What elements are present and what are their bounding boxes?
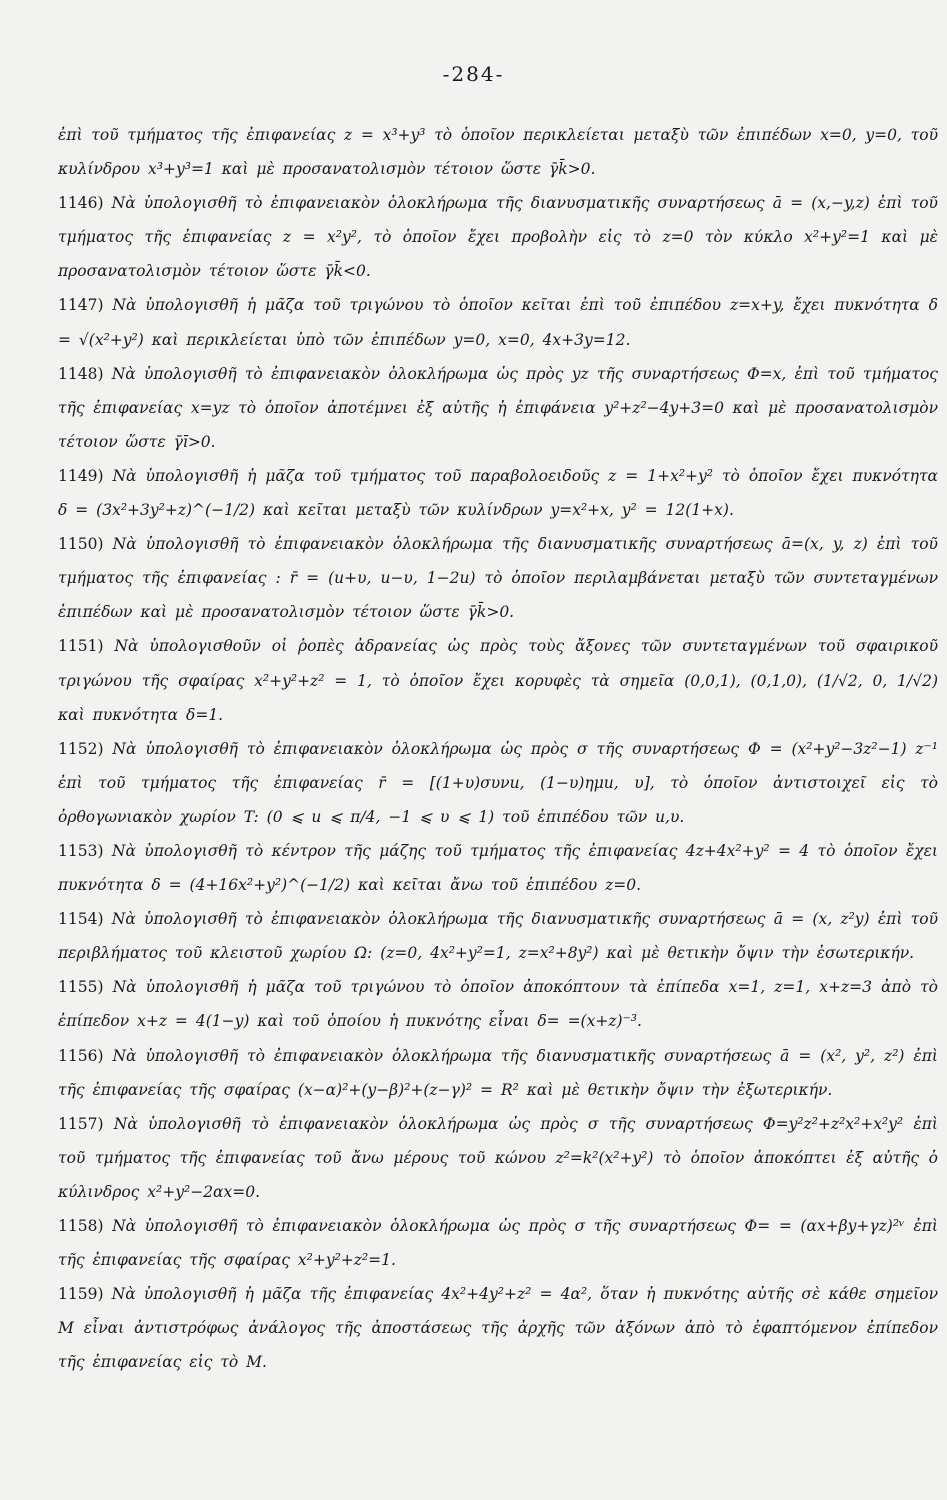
problem-text: Νὰ ὑπολογισθῆ τὸ ἐπιφανειακὸν ὁλοκλήρωμα τῆς διανυσματικῆς συναρτήσεως ā = (x², y², z²) ἐπὶ τῆς ἐπιφανείας τῆς σφαίρας (x−α)²+(y−β)²+(z−γ)² = R² καὶ μὲ θετικὴν ὄψιν τὴν ἐξωτερικήν. <box>58 1046 938 1099</box>
problem-text: Νὰ ὑπολογισθῆ ἡ μᾶζα τοῦ τμήματος τοῦ παραβολοειδοῦς z = 1+x²+y² τὸ ὁποῖον ἔχει πυκνότητα δ = (3x²+3y²+z)^(−1/2) καὶ κεῖται μεταξὺ τῶν κυλίνδρων y=x²+x, y² = 12(1+x). <box>58 466 938 520</box>
problem-continuation <box>58 118 938 186</box>
problem-1159 <box>58 1277 938 1379</box>
problem-number: 1158) <box>58 1217 104 1235</box>
problem-text: Νὰ ὑπολογισθῆ τὸ ἐπιφανειακὸν ὁλοκλήρωμα ὡς πρὸς yz τῆς συναρτήσεως Φ=x, ἐπὶ τοῦ τμήματος τῆς ἐπιφανείας x=yz τὸ ὁποῖον ἀποτέμνει ἐξ αὐτῆς ἡ ἐπιφάνεια y²+z²−4y+3=0 καὶ μὲ προσανατολισμὸν τέτοιον ὥστε γ̄ī>0. <box>58 364 938 451</box>
problem-number: 1154) <box>58 910 104 929</box>
problem-number: 1153) <box>58 841 104 860</box>
problem-text: Νὰ ὑπολογισθῆ ἡ μᾶζα τοῦ τριγώνου τὸ ὁποῖον κεῖται ἐπὶ τοῦ ἐπιπέδου z=x+y, ἔχει πυκνότητα δ = √(x²+y²) καὶ περικλείεται ὑπὸ τῶν ἐπιπέδων y=0, x=0, 4x+3y=12. <box>58 296 938 349</box>
problem-text: Νὰ ὑπολογισθῆ ἡ μᾶζα τοῦ τριγώνου τὸ ὁποῖον ἀποκόπτουν τὰ ἐπίπεδα x=1, z=1, x+z=3 ἀπὸ τὸ ἐπίπεδον x+z = 4(1−y) καὶ τοῦ ὁποίου ἡ πυκνότης εἶναι δ= =(x+z)⁻³. <box>58 978 938 1031</box>
problem-text: ἐπὶ τοῦ τμήματος τῆς ἐπιφανείας z = x³+y³ τὸ ὁποῖον περικλείεται μεταξὺ τῶν ἐπιπέδων x=0, y=0, τοῦ κυλίνδρου x³+y³=1 καὶ μὲ προσανατολισμὸν τέτοιον ὥστε γ̄k̄>0. <box>58 126 938 179</box>
problem-number: 1155) <box>58 978 104 997</box>
problem-text: Νὰ ὑπολογισθῆ τὸ κέντρον τῆς μάζης τοῦ τμήματος τῆς ἐπιφανείας 4z+4x²+y² = 4 τὸ ὁποῖον ἔχει πυκνότητα δ = (4+16x²+y²)^(−1/2) καὶ κεῖται ἄνω τοῦ ἐπιπέδου z=0. <box>58 841 938 895</box>
problem-1150 <box>58 527 938 629</box>
problem-text: Νὰ ὑπολογισθῆ τὸ ἐπιφανειακὸν ὁλοκλήρωμα ὡς πρὸς σ τῆς συναρτήσεως Φ = (x²+y²−3z²−1) z⁻¹ ἐπὶ τοῦ τμήματος τῆς ἐπιφανείας r̄ = [(1+υ)συνu, (1−υ)ημu, υ], τὸ ὁποῖον ἀντιστοιχεῖ εἰς τὸ ὀρθογωνιακὸν χωρίον T: (0 ⩽ u ⩽ π/4, −1 ⩽ υ ⩽ 1) τοῦ ἐπιπέδου τῶν u,υ. <box>58 739 938 826</box>
problem-1157 <box>58 1107 938 1209</box>
problem-number: 1148) <box>58 364 104 383</box>
problem-1153 <box>58 834 938 902</box>
problem-number: 1146) <box>58 194 104 213</box>
problem-text: Νὰ ὑπολογισθῆ ἡ μᾶζα τῆς ἐπιφανείας 4x²+4y²+z² = 4α², ὅταν ἡ πυκνότης αὐτῆς σὲ κάθε σημεῖον M εἶναι ἀντιστρόφως ἀνάλογος τῆς ἀποστάσεως τῆς ἀρχῆς τῶν ἀξόνων ἀπὸ τὸ ἐφαπτόμενον ἐπίπεδον τῆς ἐπιφανείας εἰς τὸ M. <box>58 1285 938 1372</box>
problem-text: Νὰ ὑπολογισθοῦν οἱ ῥοπὲς ἀδρανείας ὡς πρὸς τοὺς ἄξονες τῶν συντεταγμένων τοῦ σφαιρικοῦ τριγώνου τῆς σφαίρας x²+y²+z² = 1, τὸ ὁποῖον ἔχει κορυφὲς τὰ σημεῖα (0,0,1), (0,1,0), (1/√2, 0, 1/√2) καὶ πυκνότητα δ=1. <box>58 637 939 724</box>
problem-text: Νὰ ὑπολογισθῆ τὸ ἐπιφανειακὸν ὁλοκλήρωμα ὡς πρὸς σ τῆς συναρτήσεως Φ=y²z²+z²x²+x²y² ἐπὶ τοῦ τμήματος τῆς ἐπιφανείας τοῦ ἄνω μέρους τοῦ κώνου z²=k²(x²+y²) τὸ ὁποῖον ἀποκόπτει ἐξ αὐτῆς ὁ κύλινδρος x²+y²−2αx=0. <box>58 1114 938 1201</box>
problem-number: 1151) <box>58 637 104 656</box>
problem-number: 1159) <box>58 1285 104 1304</box>
problem-1155 <box>58 970 938 1038</box>
problem-1146 <box>58 186 938 288</box>
problem-1158 <box>58 1209 938 1277</box>
problem-number: 1150) <box>58 535 104 554</box>
problem-1151 <box>58 629 938 731</box>
problem-1156 <box>58 1039 938 1107</box>
problem-text: Νὰ ὑπολογισθῆ τὸ ἐπιφανειακὸν ὁλοκλήρωμα τῆς διανυσματικῆς συναρτήσεως ā = (x, z²y) ἐπὶ τοῦ περιβλήματος τοῦ κλειστοῦ χωρίου Ω: (z=0, 4x²+y²=1, z=x²+8y²) καὶ μὲ θετικὴν ὄψιν τὴν ἐσωτερικήν. <box>58 910 938 963</box>
problem-text: Νὰ ὑπολογισθῆ τὸ ἐπιφανειακὸν ὁλοκλήρωμα τῆς διανυσματικῆς συναρτήσεως ā = (x,−y,z) ἐπὶ τοῦ τμήματος τῆς ἐπιφανείας z = x²y², τὸ ὁποῖον ἔχει προβολὴν εἰς τὸ z=0 τὸν κύκλο x²+y²=1 καὶ μὲ προσανατολισμὸν τέτοιον ὥστε γ̄k̄<0. <box>58 194 938 281</box>
problem-list <box>58 118 938 1379</box>
problem-text: Νὰ ὑπολογισθῆ τὸ ἐπιφανειακὸν ὁλοκλήρωμα τῆς διανυσματικῆς συναρτήσεως ā=(x, y, z) ἐπὶ τοῦ τμήματος τῆς ἐπιφανείας : r̄ = (u+υ, u−υ, 1−2u) τὸ ὁποῖον περιλαμβάνεται μεταξὺ τῶν συντεταγμένων ἐπιπέδων καὶ μὲ προσανατολισμὸν τέτοιον ὥστε γ̄k̄>0. <box>58 535 938 622</box>
problem-number: 1157) <box>58 1114 104 1133</box>
problem-1147 <box>58 288 938 356</box>
problem-number: 1149) <box>58 466 104 485</box>
problem-1154 <box>58 902 938 970</box>
page-number: -284- <box>442 62 505 86</box>
problem-number: 1156) <box>58 1046 104 1065</box>
problem-number: 1152) <box>58 739 104 758</box>
problem-text: Νὰ ὑπολογισθῆ τὸ ἐπιφανειακὸν ὁλοκλήρωμα ὡς πρὸς σ τῆς συναρτήσεως Φ= = (αx+βy+γz)²ᵛ ἐπὶ τῆς ἐπιφανείας τῆς σφαίρας x²+y²+z²=1. <box>58 1217 938 1270</box>
problem-1148 <box>58 357 938 459</box>
problem-1152 <box>58 732 938 834</box>
problem-1149 <box>58 459 938 527</box>
problem-number: 1147) <box>58 296 104 315</box>
